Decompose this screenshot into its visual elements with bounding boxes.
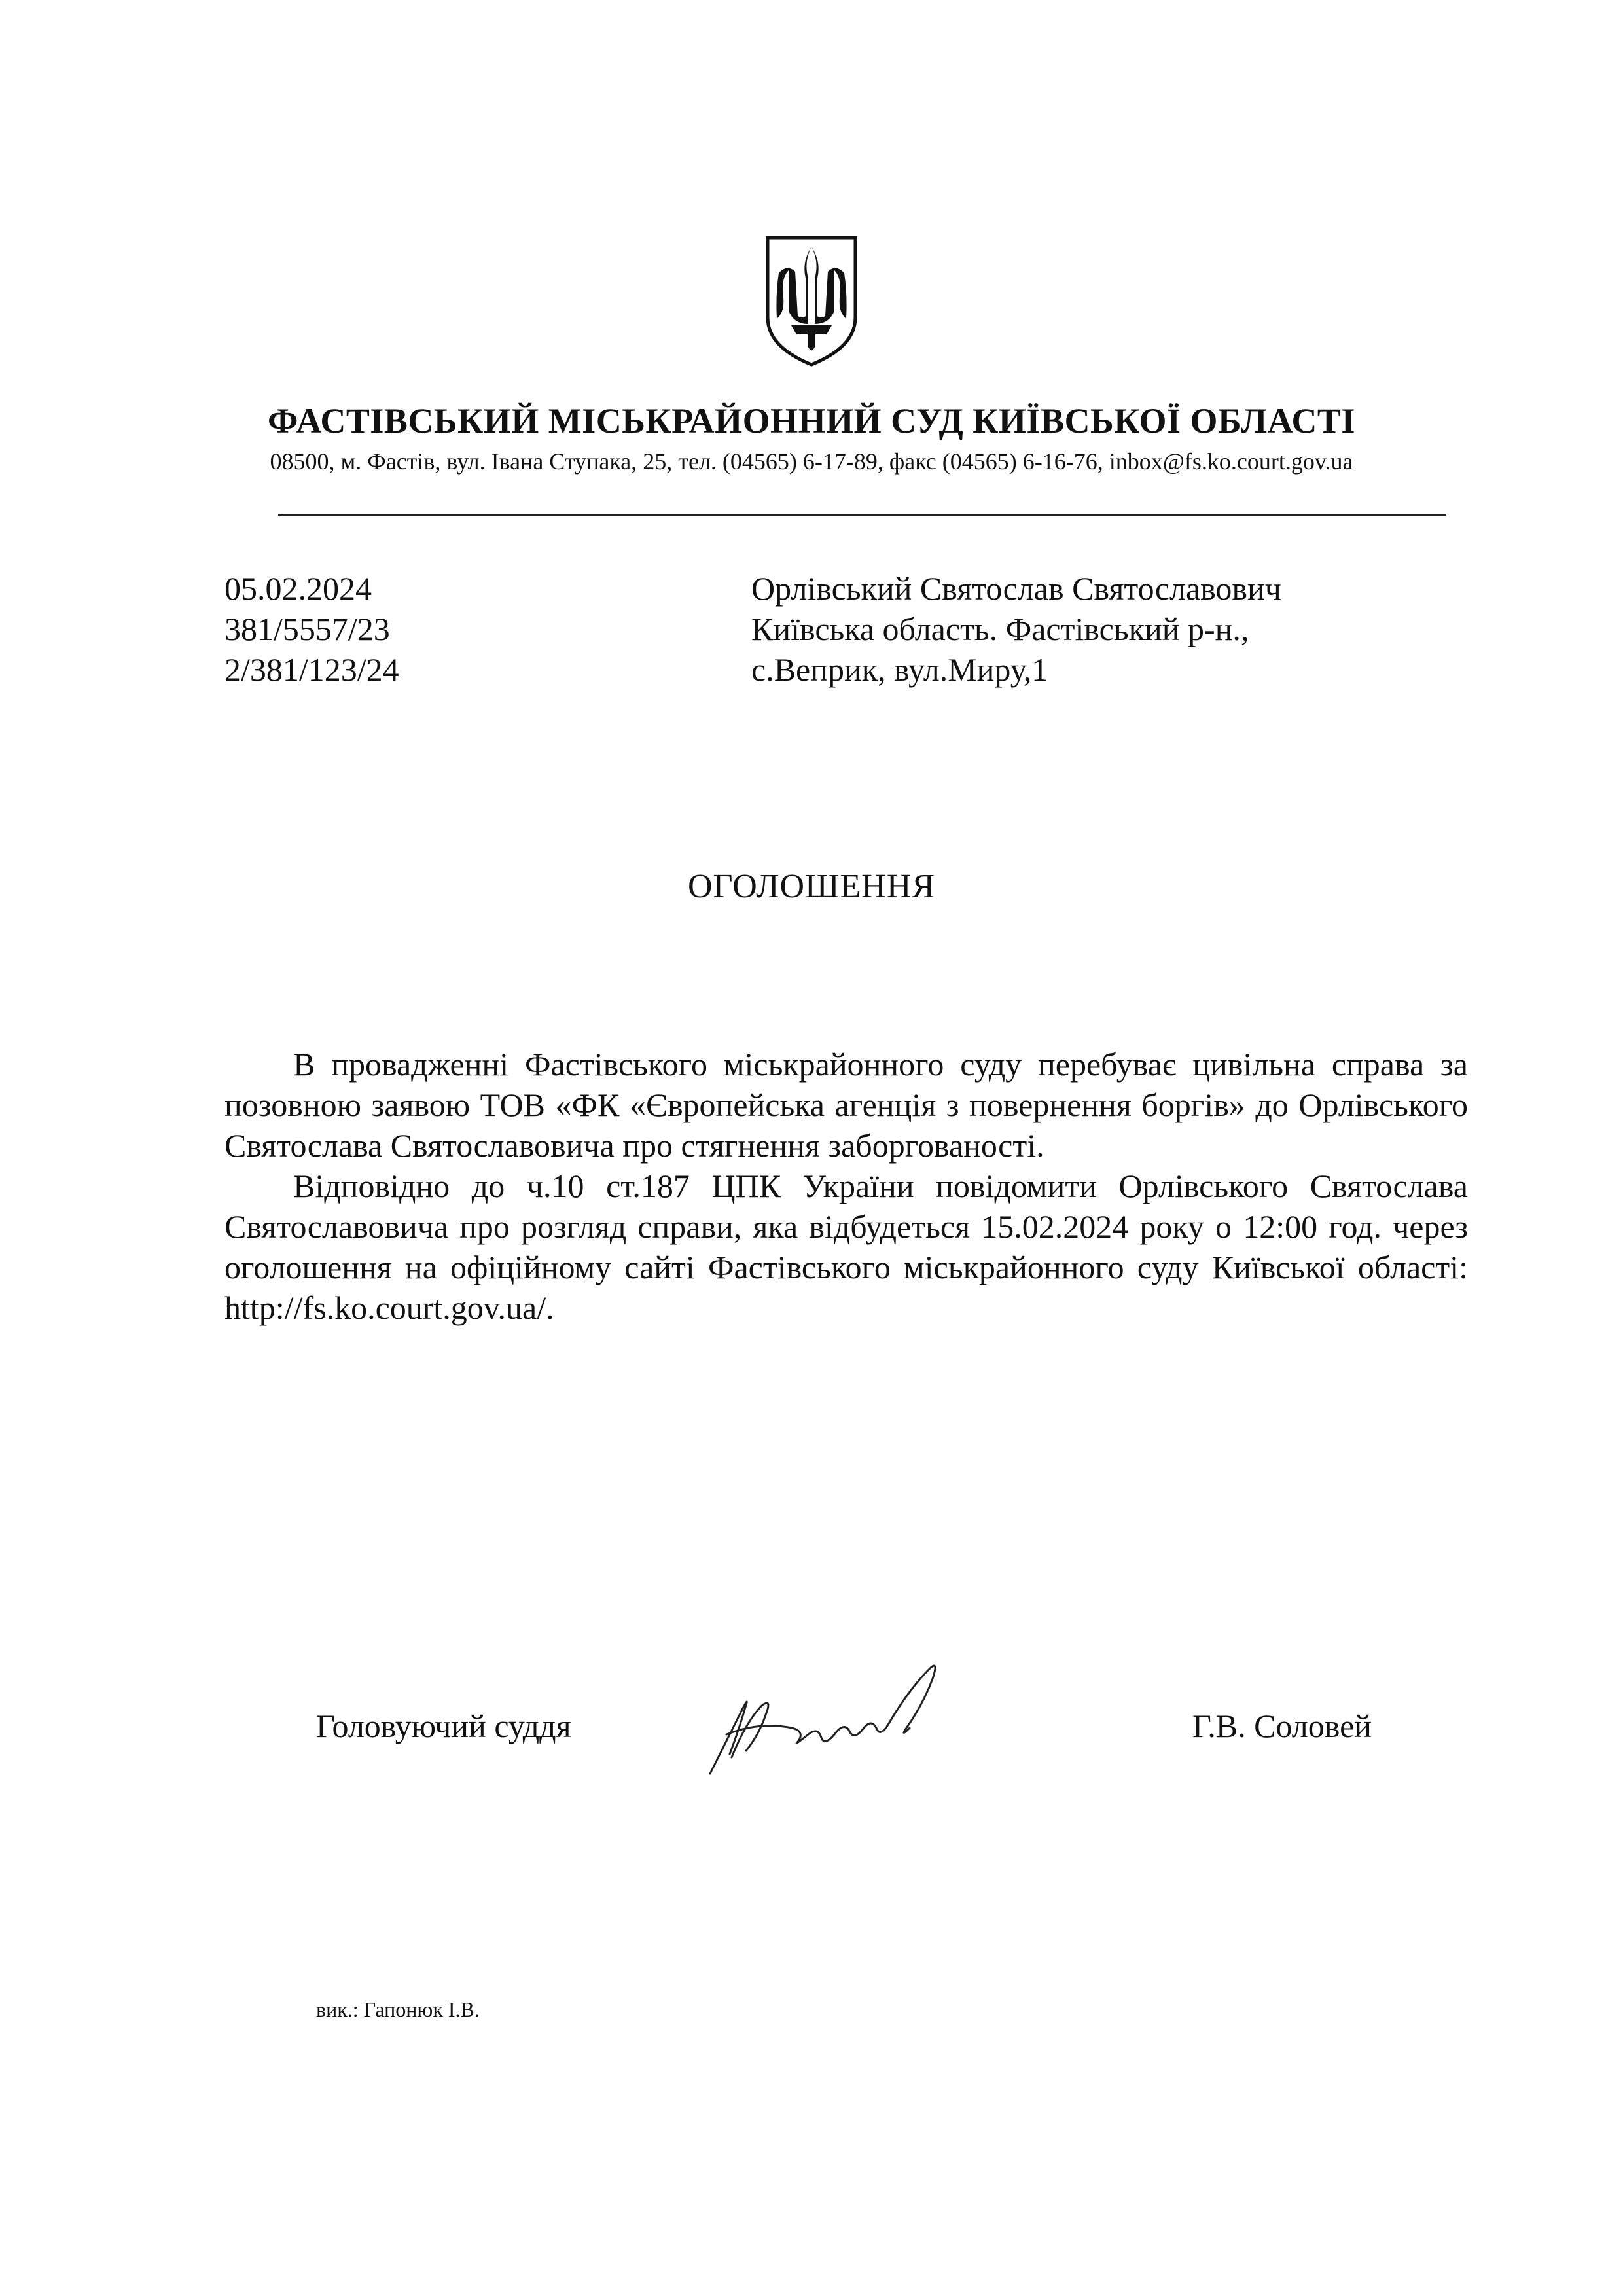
header-divider [278,514,1446,516]
document-body [224,1044,1468,1328]
judge-name: Г.В. Соловей [1192,1708,1372,1744]
judge-title: Головуючий суддя [316,1708,571,1744]
addressee-block [751,568,1281,690]
case-number: 381/5557/23 [224,611,390,647]
addressee-name: Орлівський Святослав Святославович [751,570,1281,607]
court-contacts: 08500, м. Фастів, вул. Івана Ступака, 25, тел. (04565) 6-17-89, факс (04565) 6-16-76, inbox@fs.ko.court.gov.ua [270,448,1353,475]
document-meta [224,568,399,690]
body-paragraph-2: Відповідно до ч.10 ст.187 ЦПК України повідомити Орлівського Святослава Святославовича про розгляд справи, яка відбудеться 15.02.2024 року о 12:00 год. через оголошення на офіційному сайті Фастівського міськрайонного суду Київської області: http://fs.ko.court.gov.ua/. [224,1168,1468,1326]
court-name: ФАСТІВСЬКИЙ МІСЬКРАЙОННИЙ СУД КИЇВСЬКОЇ ОБЛАСТІ [268,401,1355,440]
outgoing-number: 2/381/123/24 [224,651,399,688]
document-date: 05.02.2024 [224,570,372,607]
executor-note: вик.: Гапонюк І.В. [316,1998,480,2021]
coat-of-arms-icon [762,232,861,370]
handwritten-signature [700,1643,975,1787]
addressee-address-line1: Київська область. Фастівський р-н., [751,611,1249,647]
document-title: ОГОЛОШЕННЯ [687,868,936,905]
body-paragraph-1: В провадженні Фастівського міськрайонного суду перебуває цивільна справа за позовною заявою ТОВ «ФК «Європейська агенція з повернення боргів» до Орлівського Святослава Святославовича про стягнення заборгованості. [224,1046,1468,1164]
addressee-address-line2: с.Веприк, вул.Миру,1 [751,651,1048,688]
